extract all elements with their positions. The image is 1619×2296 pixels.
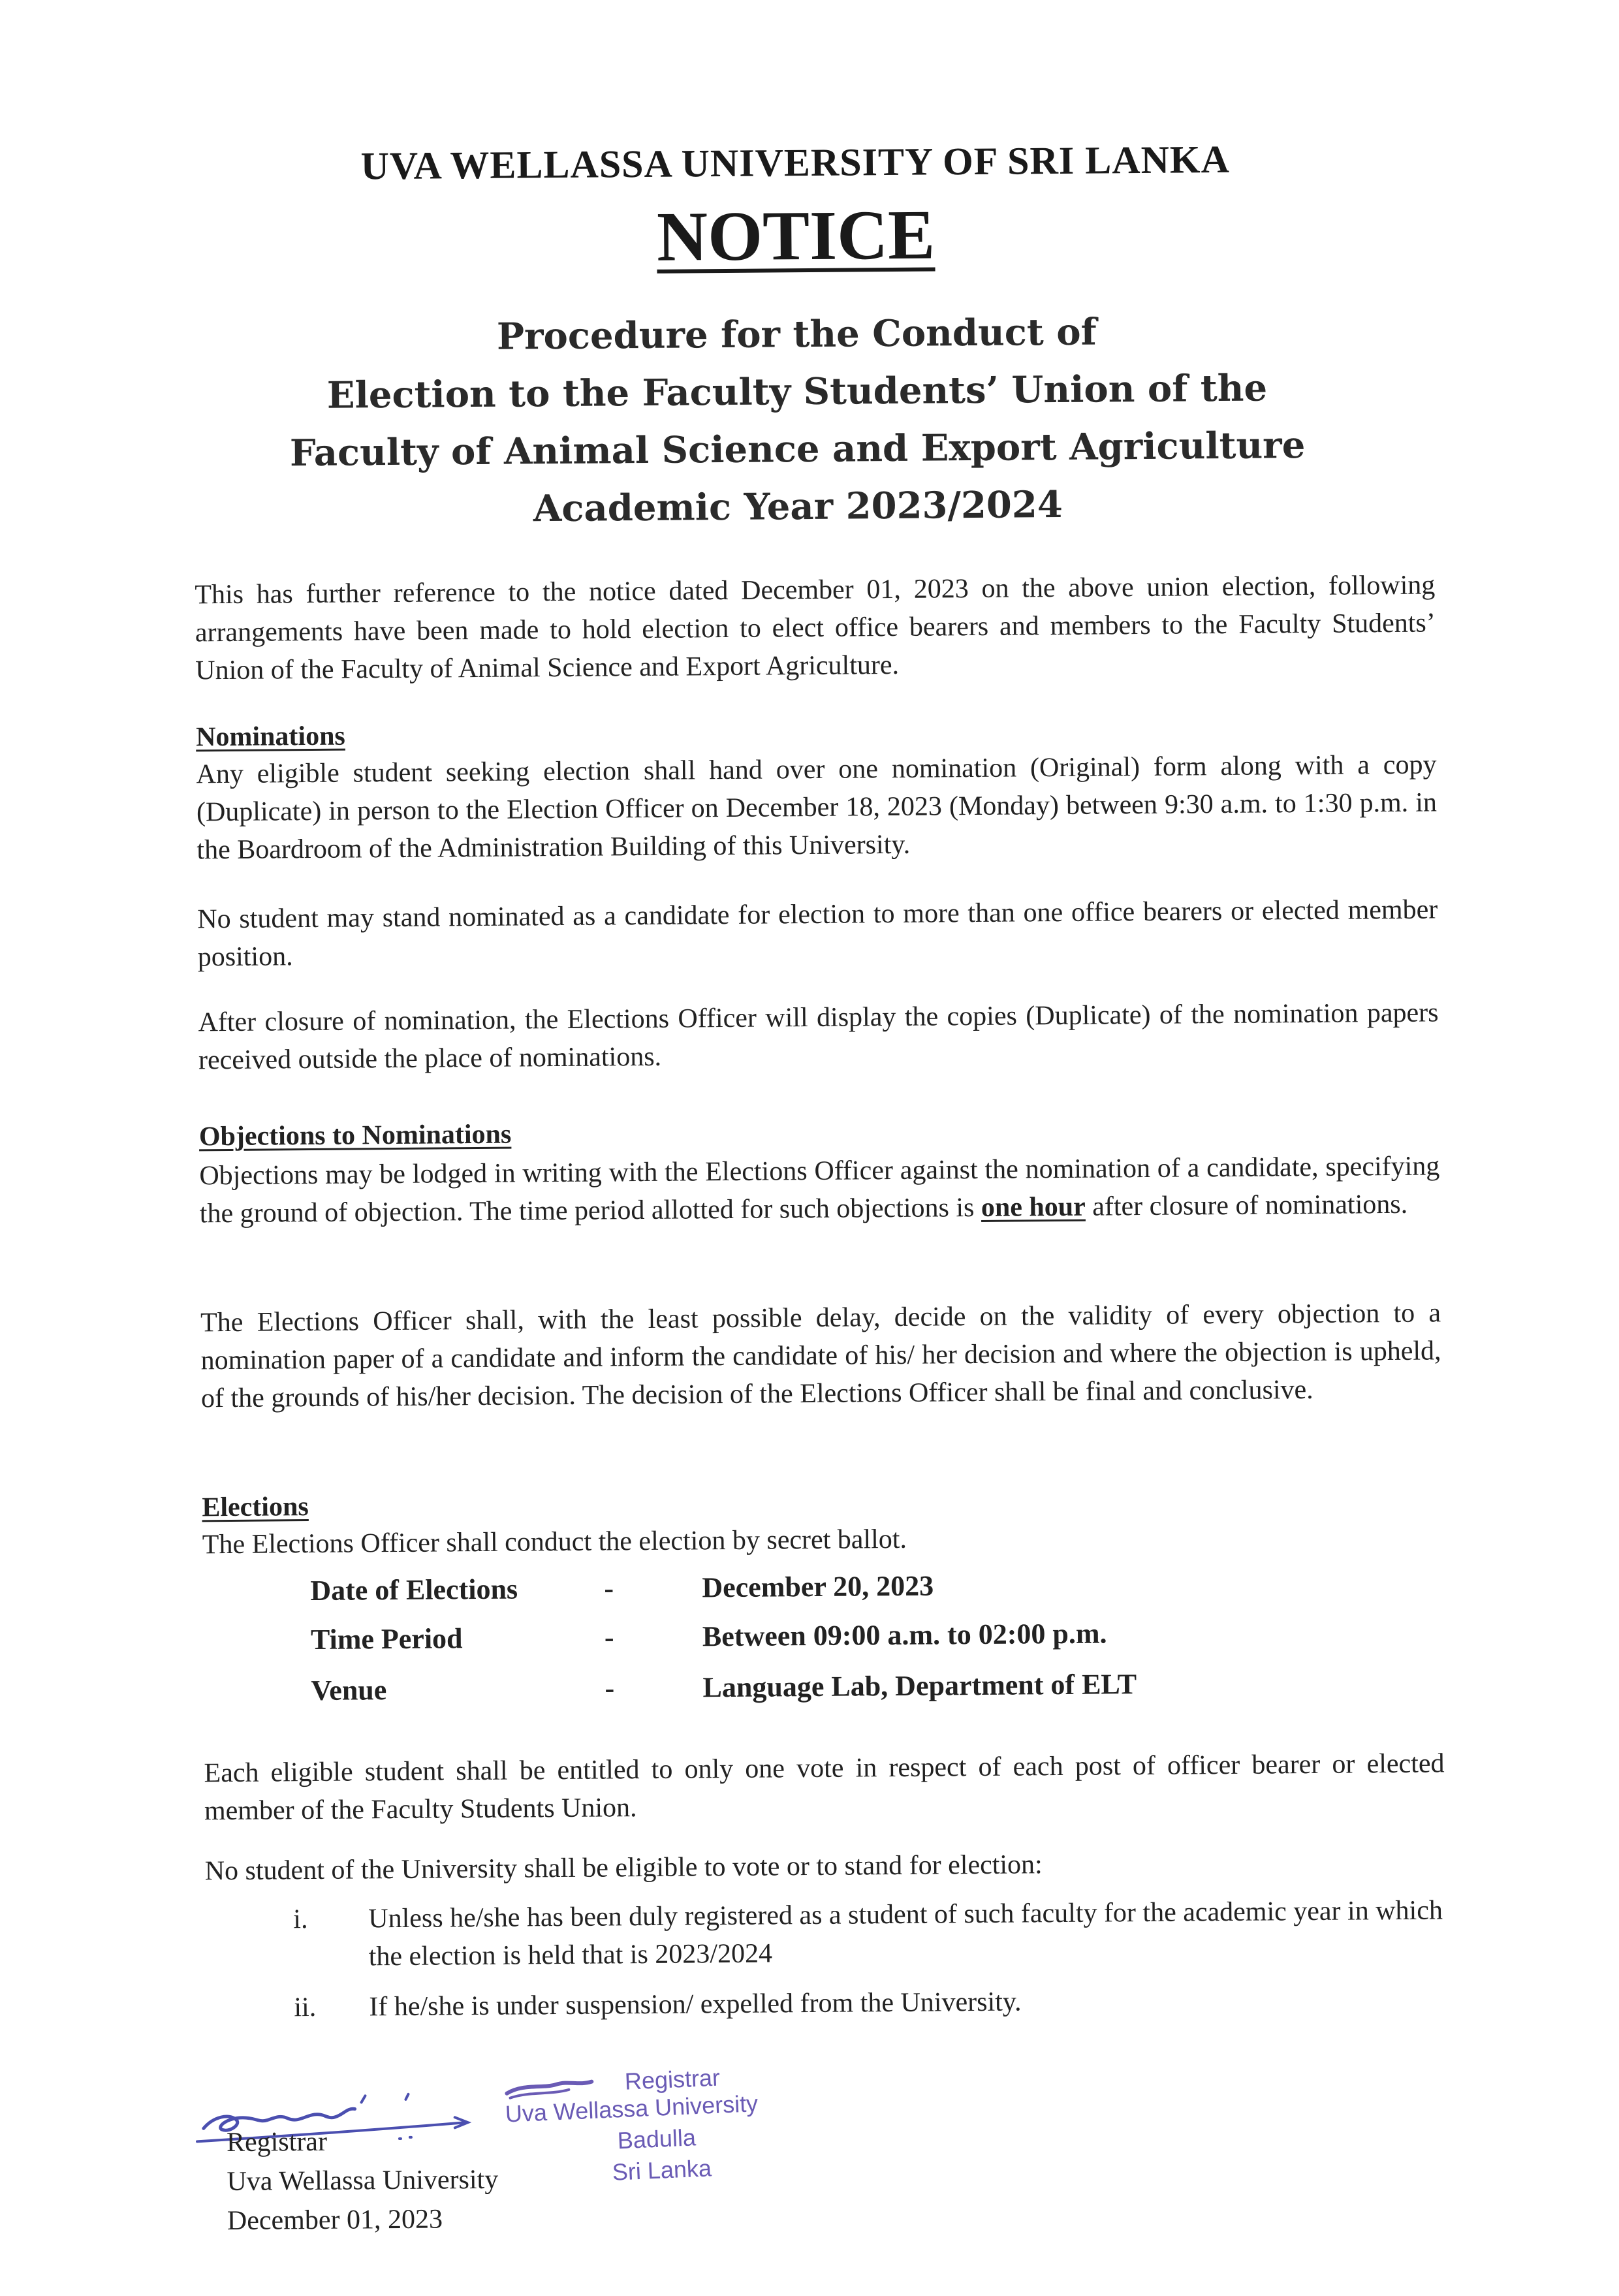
vote-paragraph: Each eligible student shall be entitled to only one vote in respect of each post of officer bearer or elected member of the Faculty Students Union. [204,1748,1445,1827]
stamp-line-2: Uva Wellassa University [505,2090,759,2128]
subtitle-line-1: Procedure for the Conduct of [496,310,1097,358]
objections-text-before: Objections may be lodged in writing with the Elections Officer against the nomination of a candidate, specifying the ground of objection. The time period allotted for such objections is [199,1151,1440,1229]
nominations-heading: Nominations [195,721,345,753]
condition-number: ii. [294,1992,317,2023]
stamp-line-4: Sri Lanka [612,2154,712,2186]
signature-block [227,2121,499,2241]
election-detail-time [311,1614,1421,1669]
intro-paragraph: This has further reference to the notice dated December 01, 2023 on the above union election, following arrangements have been made to hold election to elect office bearers and members to the Faculty Students’ Union of the Faculty of Animal Science and Export Agriculture. [195,570,1436,686]
detail-value: Between 09:00 a.m. to 02:00 p.m. [702,1617,1107,1653]
eligibility-paragraph: No student of the University shall be eligible to vote or to stand for election: [204,1849,1043,1887]
condition-item-1 [293,1891,1456,1979]
stamp-line-3: Badulla [616,2124,697,2154]
signature-date: December 01, 2023 [227,2204,443,2237]
detail-label: Venue [311,1674,387,1707]
notice-title [189,191,1404,282]
university-name: UVA WELLASSA UNIVERSITY OF SRI LANKA [360,137,1231,188]
subtitle-line-3: Faculty of Animal Science and Export Agriculture [289,424,1306,475]
election-detail-venue [311,1665,1421,1720]
signatory-organization: Uva Wellassa University [227,2164,499,2197]
condition-text: Unless he/she has been duly registered as a student of such faculty for the academic year in which the election is held that is 2023/2024 [368,1895,1443,1972]
procedure-title [189,301,1406,541]
detail-label: Time Period [310,1622,463,1656]
detail-value: December 20, 2023 [702,1569,934,1604]
objections-paragraph-2: The Elections Officer shall, with the least possible delay, decide on the validity of every objection to a nomination paper of a candidate and inform the candidate of his/ her decision and where the objection is upheld, of the grounds of his/her decision. The decision of the Elections Officer shall be final and conclusive. [200,1298,1441,1414]
elections-intro: The Elections Officer shall conduct the election by secret ballot. [202,1524,907,1560]
stamp-line-1: Registrar [624,2064,721,2095]
condition-item-2 [294,1979,1456,2028]
objections-paragraph-1 [199,1147,1440,1233]
one-hour-emphasis: one hour [981,1191,1086,1223]
detail-label: Date of Elections [310,1573,518,1607]
election-detail-date [310,1565,1420,1620]
subtitle-line-2: Election to the Faculty Students’ Union of the [326,366,1268,417]
detail-value: Language Lab, Department of ELT [702,1668,1137,1704]
objections-text-after: after closure of nominations. [1085,1189,1408,1222]
subtitle-line-4: Academic Year 2023/2024 [533,482,1063,531]
detail-separator: - [604,1621,614,1654]
objections-heading: Objections to Nominations [198,1119,512,1152]
detail-separator: - [605,1672,615,1705]
nominations-paragraph-3: After closure of nomination, the Elections Officer will display the copies (Duplicate) of the nomination papers received outside the place of nominations. [198,998,1439,1076]
nominations-paragraph-2: No student may stand nominated as a candidate for election to more than one office bearers or elected member position. [197,894,1438,973]
detail-separator: - [604,1572,614,1605]
condition-text: If he/she is under suspension/ expelled from the University. [369,1987,1022,2022]
notice-title-text: NOTICE [656,196,935,276]
signatory-title: Registrar [226,2126,328,2158]
elections-heading: Elections [202,1492,309,1523]
condition-number: i. [293,1904,308,1935]
nominations-paragraph-1: Any eligible student seeking election shall hand over one nomination (Original) form along with a copy (Duplicate) in person to the Election Officer on December 18, 2023 (Monday) between 9:30 a.m. to 1:30 p.m. in the Boardroom of the Administration Building of this University. [196,749,1438,866]
